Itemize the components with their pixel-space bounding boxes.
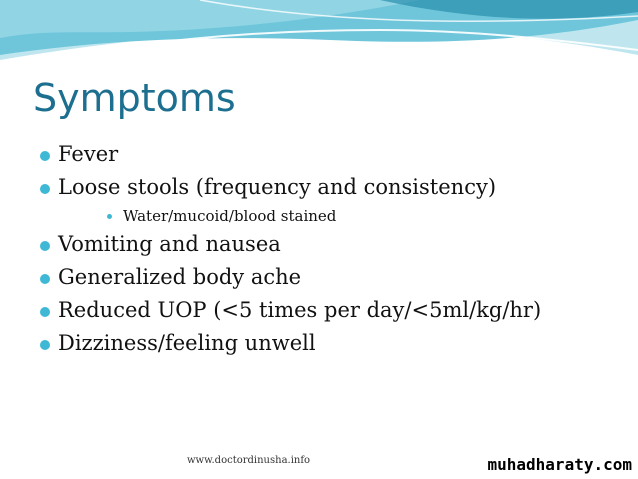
bullet-dot-icon (40, 151, 50, 161)
bullet-item (40, 171, 630, 204)
bullet-text: Dizziness/feeling unwell (58, 331, 316, 355)
bullet-text: Generalized body ache (58, 265, 302, 289)
bullet-dot-icon (40, 307, 50, 317)
bullet-dot-icon (40, 241, 50, 251)
header-wave-decoration (0, 0, 638, 80)
footer-website-link[interactable]: www.doctordinusha.info (187, 455, 311, 466)
watermark-logo: muhadharaty.com (487, 455, 632, 474)
sub-bullet-text: Water/mucoid/blood stained (123, 207, 337, 225)
bullet-item (40, 327, 630, 360)
bullet-dot-icon (40, 184, 50, 194)
bullet-list (40, 138, 630, 360)
bullet-item (40, 294, 630, 327)
bullet-text: Fever (58, 142, 119, 166)
bullet-text: Vomiting and nausea (58, 232, 281, 256)
sub-bullet-item (40, 204, 630, 228)
bullet-item (40, 228, 630, 261)
bullet-item (40, 261, 630, 294)
sub-bullet-dot-icon (107, 214, 112, 219)
bullet-dot-icon (40, 340, 50, 350)
bullet-text: Reduced UOP (<5 times per day/<5ml/kg/hr) (58, 298, 542, 322)
bullet-text: Loose stools (frequency and consistency) (58, 175, 497, 199)
bullet-dot-icon (40, 274, 50, 284)
bullet-item (40, 138, 630, 171)
slide-title: Symptoms (33, 76, 236, 120)
